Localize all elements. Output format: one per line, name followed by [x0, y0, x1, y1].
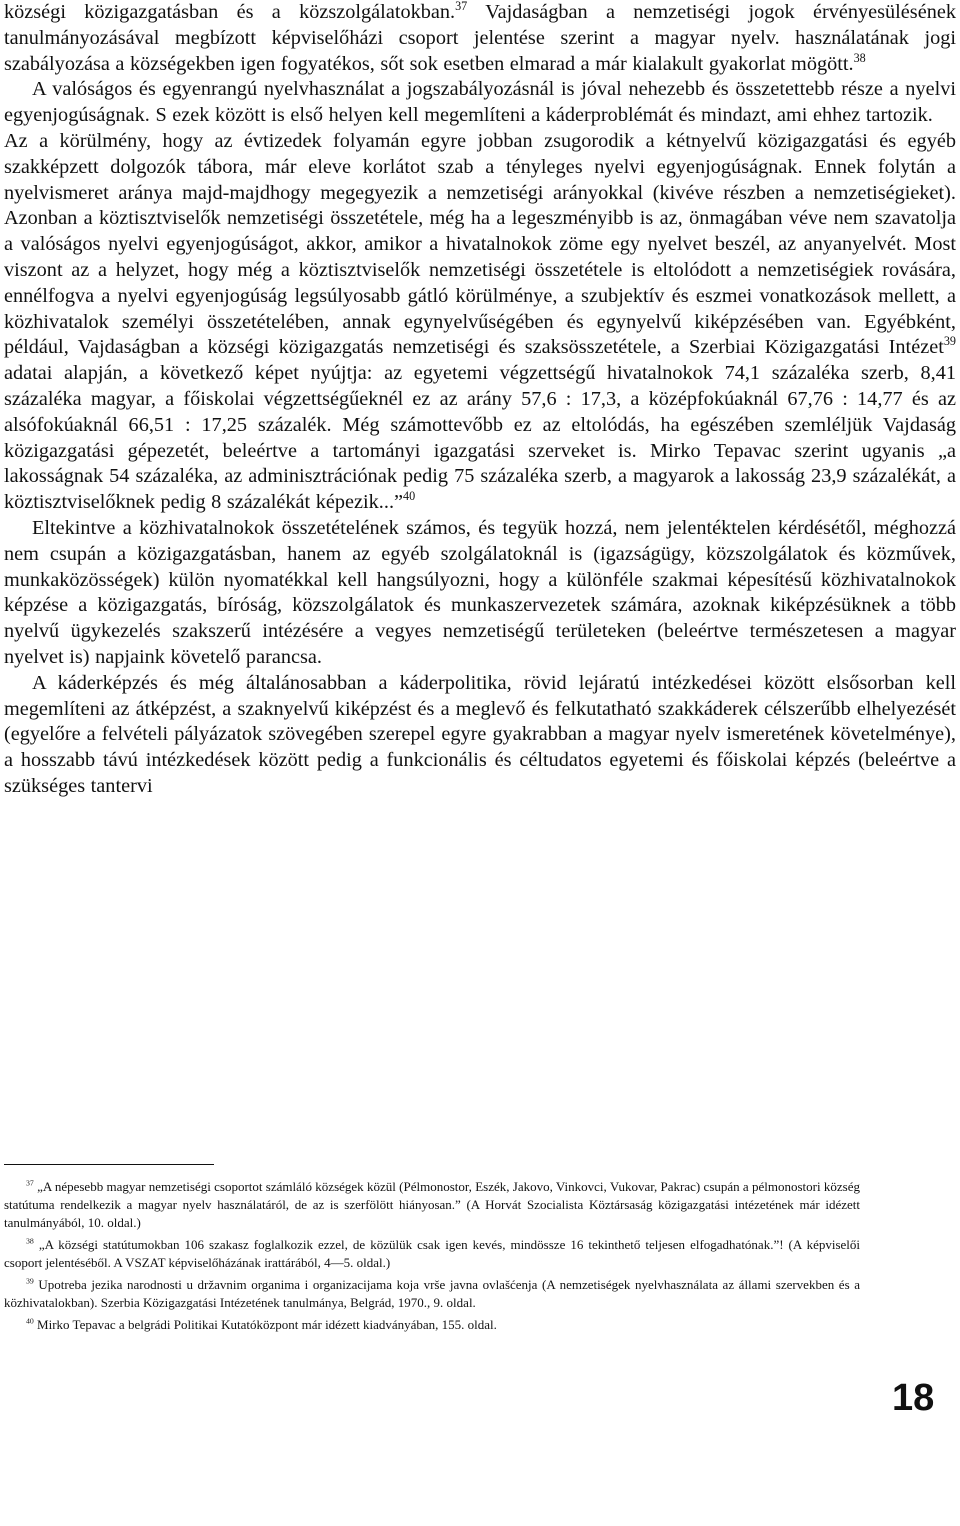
footnote-38	[4, 1236, 860, 1272]
paragraph-3	[4, 129, 956, 516]
footnote-separator	[4, 1164, 214, 1165]
paragraph-1	[4, 0, 956, 77]
paragraph-3-text-a: Az a körülmény, hogy az évtizedek folyamán egyre jobban zsugorodik a kétnyelvű közigazgatási és egyéb szakképzett dolgozók tábora, már eleve korlátot szab a tényleges nyelvi egyenjogúságnak. Ennek folytán a nyelvismeret aránya majd-majdhogy megegyezik a nemzetiségi arányokkal (kivéve részben a nemzetiségieket). Azonban a köztisztviselők nemzetiségi összetétele, még ha a legeszményibb is az, önmagában véve nem szavatolja a valóságos nyelvi egyenjogúságot, akkor, amikor a hivatalnokok zöme egy nyelvet beszél, az anyanyelvét. Most viszont az a helyzet, hogy még a köztisztviselők nemzetiségi összetétele is eltolódott a nemzetiségiek rovására, ennélfogva a nyelvi egyenjogúság legsúlyosabb gátló körülménye, a szubjektív és eszmei vonatkozások mellett, a közhivatalok személyi összetételében, annak egynyelvűségében és egynyelvű kiképzésében van. Egyébként, például, Vajdaságban a községi közigazgatás nemzetiségi és szaksösszetétele, a Szerbiai Közigazgatási Intézet	[4, 129, 956, 359]
footnote-number: 39	[26, 1276, 34, 1286]
footnote-39	[4, 1276, 860, 1312]
footnote-ref-37: 37	[455, 0, 468, 14]
footnote-text: Mirko Tepavac a belgrádi Politikai Kutatóközpont már idézett kiadványában, 155. oldal.	[37, 1317, 497, 1332]
footnotes	[4, 1178, 860, 1338]
footnote-number: 40	[26, 1316, 34, 1326]
footnote-40	[4, 1316, 860, 1334]
page-number: 18	[892, 1377, 935, 1419]
footnote-ref-40: 40	[403, 489, 416, 504]
footnote-text: „A népesebb magyar nemzetiségi csoportot számláló községek közül (Pélmonostor, Eszék, Jakovo, Vinkovci, Vukovar, Pakrac) csupán a pélmonostori község statútuma rendelkezik a magyar nyelv használatáról, de az is szerfölött hiányosan.” (A Horvát Szocialista Köztársaság közigazgatási intézetének már idézett tanulmányából, 10. oldal.)	[4, 1179, 860, 1230]
footnote-text: Upotreba jezika narodnosti u državnim organima i organizacijama koja vrše javna ovlašćenja (A nemzetiségek nyelvhasználata az állami szervekben és a közhivatalokban). Szerbia Közigazgatási Intézetének tanulmánya, Belgrád, 1970., 9. oldal.	[4, 1277, 861, 1310]
footnote-number: 37	[26, 1178, 34, 1188]
footnote-text: „A községi statútumokban 106 szakasz foglalkozik ezzel, de közülük csak igen kevés, mindössze 16 tekinthető teljesen elfogadhatónak.”! (A képviselői csoport jelentéséből. A VSZAT képviselőházának irattárából, 4—5. oldal.)	[4, 1237, 861, 1270]
paragraph-1-text-b: Vajdaságban a nemzetiségi jogok érvényesülésének tanulmányozásával megbízott képviselőházi csoport jelentése szerint a magyar nyelv. használatának jogi szabályozása a községekben igen fogyatékos, sőt sok esetben elmarad a már kialakult gyakorlat mögött.	[4, 1, 956, 75]
paragraph-1-text-a: községi közigazgatásban és a közszolgálatokban.	[4, 1, 456, 23]
footnote-number: 38	[26, 1236, 34, 1246]
main-text	[4, 0, 956, 800]
footnote-ref-39: 39	[943, 334, 956, 349]
paragraph-5: A káderképzés és még általánosabban a káderpolitika, rövid lejáratú intézkedései között elsősorban kell megemlíteni az átképzést, a szaknyelvű kiképzést és a meglevő és felkutatható szakkáderek célszerűbb elhelyezését (egyelőre a felvételi pályázatok szövegében szerepel egyre gyakrabban a magyar nyelv ismeretének követelménye), a hosszabb távú intézkedések között pedig a funkcionális és céltudatos egyetemi és főiskolai képzés (beleértve a szükséges tantervi	[4, 671, 956, 797]
footnote-37	[4, 1178, 860, 1232]
paragraph-2: A valóságos és egyenrangú nyelvhasználat a jogszabályozásnál is jóval nehezebb és összetettebb része a nyelvi egyenjogúságnak. S ezek között is első helyen kell megemlíteni a káderproblémát és mindazt, ami ehhez tartozik.	[4, 78, 956, 127]
paragraph-3-text-b: adatai alapján, a következő képet nyújtja: az egyetemi végzettségű hivatalnokok 74,1 százaléka szerb, 8,41 százaléka magyar, a főiskolai végzettségűeknél ez az arány 57,6 : 17,3, a középfokúaknál 67,76 : 14,77 és az alsófokúaknál 66,51 : 17,25 százalék. Még számottevőbb ez az eltolódás, ha egészében szemléljük Vajdaság közigazgatási gépezetét, beleértve a tartományi igazgatási szerveket is. Mirko Tepavac szerint ugyanis „a lakosságnak 54 százaléka, az adminisztrációnak pedig 75 százaléka szerb, a magyarok a lakosság 23,9 százalékát, a köztisztviselőknek pedig 8 százalékát képezik...”	[4, 362, 956, 514]
paragraph-4: Eltekintve a közhivatalnokok összetételének számos, és tegyük hozzá, nem jelentéktelen kérdésétől, méghozzá nem csupán a közigazgatásban, hanem az egyéb szolgálatoknál is (igazságügy, közszolgálatok és közművek, munkaközösségek) külön nyomatékkal kell hangsúlyozni, hogy a különféle szakmai képesítésű közhivatalnokok képzése a közigazgatás, bíróság, közszolgálatok és munkaszervezetek számára, azoknak kiképzésüknek a több nyelvű ügykezelés szakszerű intézésére a vegyes nemzetiségű területeken (beleértve természetesen a magyar nyelvet is) napjaink követelő parancsa.	[4, 516, 956, 668]
footnote-ref-38: 38	[853, 50, 866, 65]
